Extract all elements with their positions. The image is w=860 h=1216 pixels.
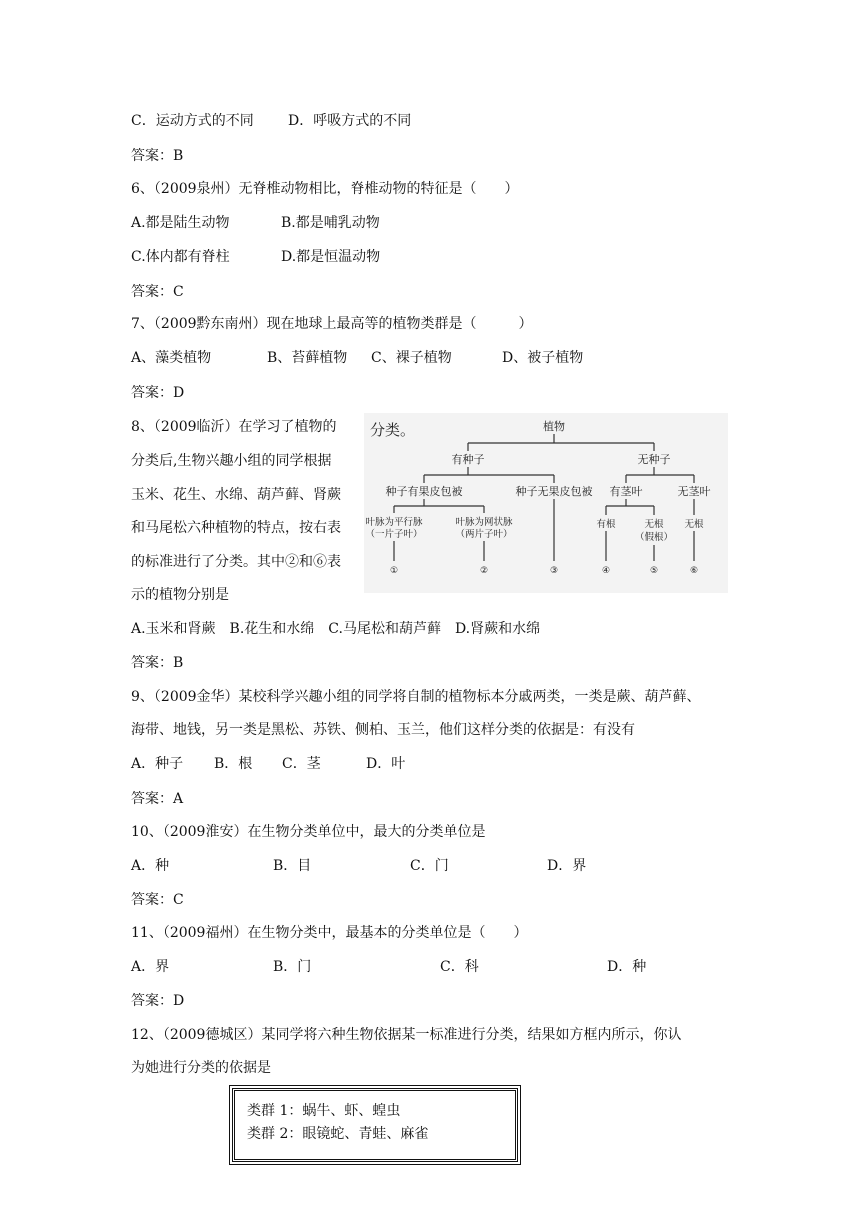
q6-option-a: A.都是陆生动物 xyxy=(131,215,230,231)
q7-option-a: A、藻类植物 xyxy=(131,350,212,366)
leaf-6: ⑥ xyxy=(689,566,699,576)
node-no-seed: 无种子 xyxy=(637,453,671,466)
node-parallel-vein: 叶脉为平行脉 xyxy=(365,517,423,528)
group-2-row: 类群 2：眼镜蛇、青蛙、麻雀 xyxy=(247,1126,429,1142)
q9-option-a: A．种子 xyxy=(131,756,184,772)
plant-classification-diagram xyxy=(364,413,728,593)
leaf-1: ① xyxy=(389,566,399,576)
q10-option-d: D．界 xyxy=(547,858,587,874)
question-8-line-4: 和马尾松六种植物的特点，按右表 xyxy=(131,520,341,536)
answer-5: 答案：B xyxy=(131,148,184,164)
question-8-line-3: 玉米、花生、水绵、葫芦藓、肾蕨 xyxy=(131,487,341,503)
question-8-line-2: 分类后,生物兴趣小组的同学根据 xyxy=(131,453,332,469)
node-net-vein: 叶脉为网状脉 xyxy=(455,517,513,528)
q6-option-b: B.都是哺乳动物 xyxy=(281,215,380,231)
q10-option-c: C．门 xyxy=(410,858,449,874)
answer-9: 答案：A xyxy=(131,791,184,807)
node-false-root: 无根 xyxy=(644,519,664,530)
q9-option-d: D．叶 xyxy=(366,756,406,772)
answer-7: 答案：D xyxy=(131,385,185,401)
q6-option-d: D.都是恒温动物 xyxy=(281,249,381,265)
answer-11: 答案：D xyxy=(131,993,185,1009)
group-1-row: 类群 1：蜗牛、虾、蝗虫 xyxy=(247,1103,401,1119)
q10-option-a: A．种 xyxy=(131,858,170,874)
node-plant: 植物 xyxy=(543,420,565,433)
q7-option-c: C、裸子植物 xyxy=(371,350,452,366)
leaf-3: ③ xyxy=(549,566,559,576)
q7-option-b: B、苔藓植物 xyxy=(267,350,348,366)
question-9-line-1: 9、（2009金华）某校科学兴趣小组的同学将自制的植物标本分戚两类，一类是蕨、葫芦藓、 xyxy=(131,689,701,705)
node-seed-with-pericarp: 种子有果皮包被 xyxy=(385,485,463,498)
node-false-root-note: （假根） xyxy=(634,532,674,543)
node-has-seed: 有种子 xyxy=(451,453,485,466)
answer-6: 答案：C xyxy=(131,284,184,300)
question-8-line-5: 的标准进行了分类。其中②和⑥表 xyxy=(131,554,341,570)
q10-option-b: B．目 xyxy=(273,858,312,874)
leaf-4: ④ xyxy=(601,566,611,576)
q9-option-c: C．茎 xyxy=(282,756,321,772)
q5-option-c: C．运动方式的不同 xyxy=(131,113,254,129)
question-10: 10、（2009淮安）在生物分类单位中，最大的分类单位是 xyxy=(131,824,486,840)
node-no-root: 无根 xyxy=(684,519,704,530)
q11-option-d: D．种 xyxy=(607,959,647,975)
answer-8: 答案：B xyxy=(131,655,184,671)
question-12-line-1: 12、（2009德城区）某同学将六种生物依据某一标准进行分类，结果如方框内所示，你认 xyxy=(131,1027,682,1043)
question-8-line-1: 8、（2009临沂）在学习了植物的 xyxy=(131,419,337,435)
question-9-line-2: 海带、地钱，另一类是黑松、苏铁、侧柏、玉兰，他们这样分类的依据是：有没有 xyxy=(131,722,635,738)
node-no-stem-leaf: 无茎叶 xyxy=(677,485,711,498)
node-has-stem-leaf: 有茎叶 xyxy=(609,485,643,498)
q11-option-a: A．界 xyxy=(131,959,170,975)
node-seed-without-pericarp: 种子无果皮包被 xyxy=(515,485,593,498)
question-11: 11、（2009福州）在生物分类中，最基本的分类单位是（ ） xyxy=(131,925,528,941)
leaf-5: ⑤ xyxy=(649,566,659,576)
answer-10: 答案：C xyxy=(131,892,184,908)
classification-box xyxy=(232,1088,518,1162)
q11-option-c: C．科 xyxy=(440,959,479,975)
question-8-line-6: 示的植物分别是 xyxy=(131,587,229,603)
q8-options: A.玉米和肾蕨 B.花生和水绵 C.马尾松和葫芦藓 D.肾蕨和水绵 xyxy=(131,621,541,637)
leaf-2: ② xyxy=(479,566,489,576)
q7-option-d: D、被子植物 xyxy=(502,350,584,366)
question-7: 7、（2009黔东南州）现在地球上最高等的植物类群是（ ） xyxy=(131,316,533,332)
node-one-cotyledon: （一片子叶） xyxy=(365,529,423,540)
question-12-line-2: 为她进行分类的依据是 xyxy=(131,1060,271,1076)
q11-option-b: B．门 xyxy=(273,959,312,975)
question-6: 6、（2009泉州）无脊椎动物相比，脊椎动物的特征是（ ） xyxy=(131,181,519,197)
q6-option-c: C.体内都有脊柱 xyxy=(131,249,230,265)
q9-option-b: B．根 xyxy=(214,756,253,772)
node-two-cotyledons: （两片子叶） xyxy=(455,529,513,540)
node-has-root: 有根 xyxy=(596,519,616,530)
q5-option-d: D．呼吸方式的不同 xyxy=(288,113,412,129)
diagram-heading: 分类。 xyxy=(370,421,416,439)
